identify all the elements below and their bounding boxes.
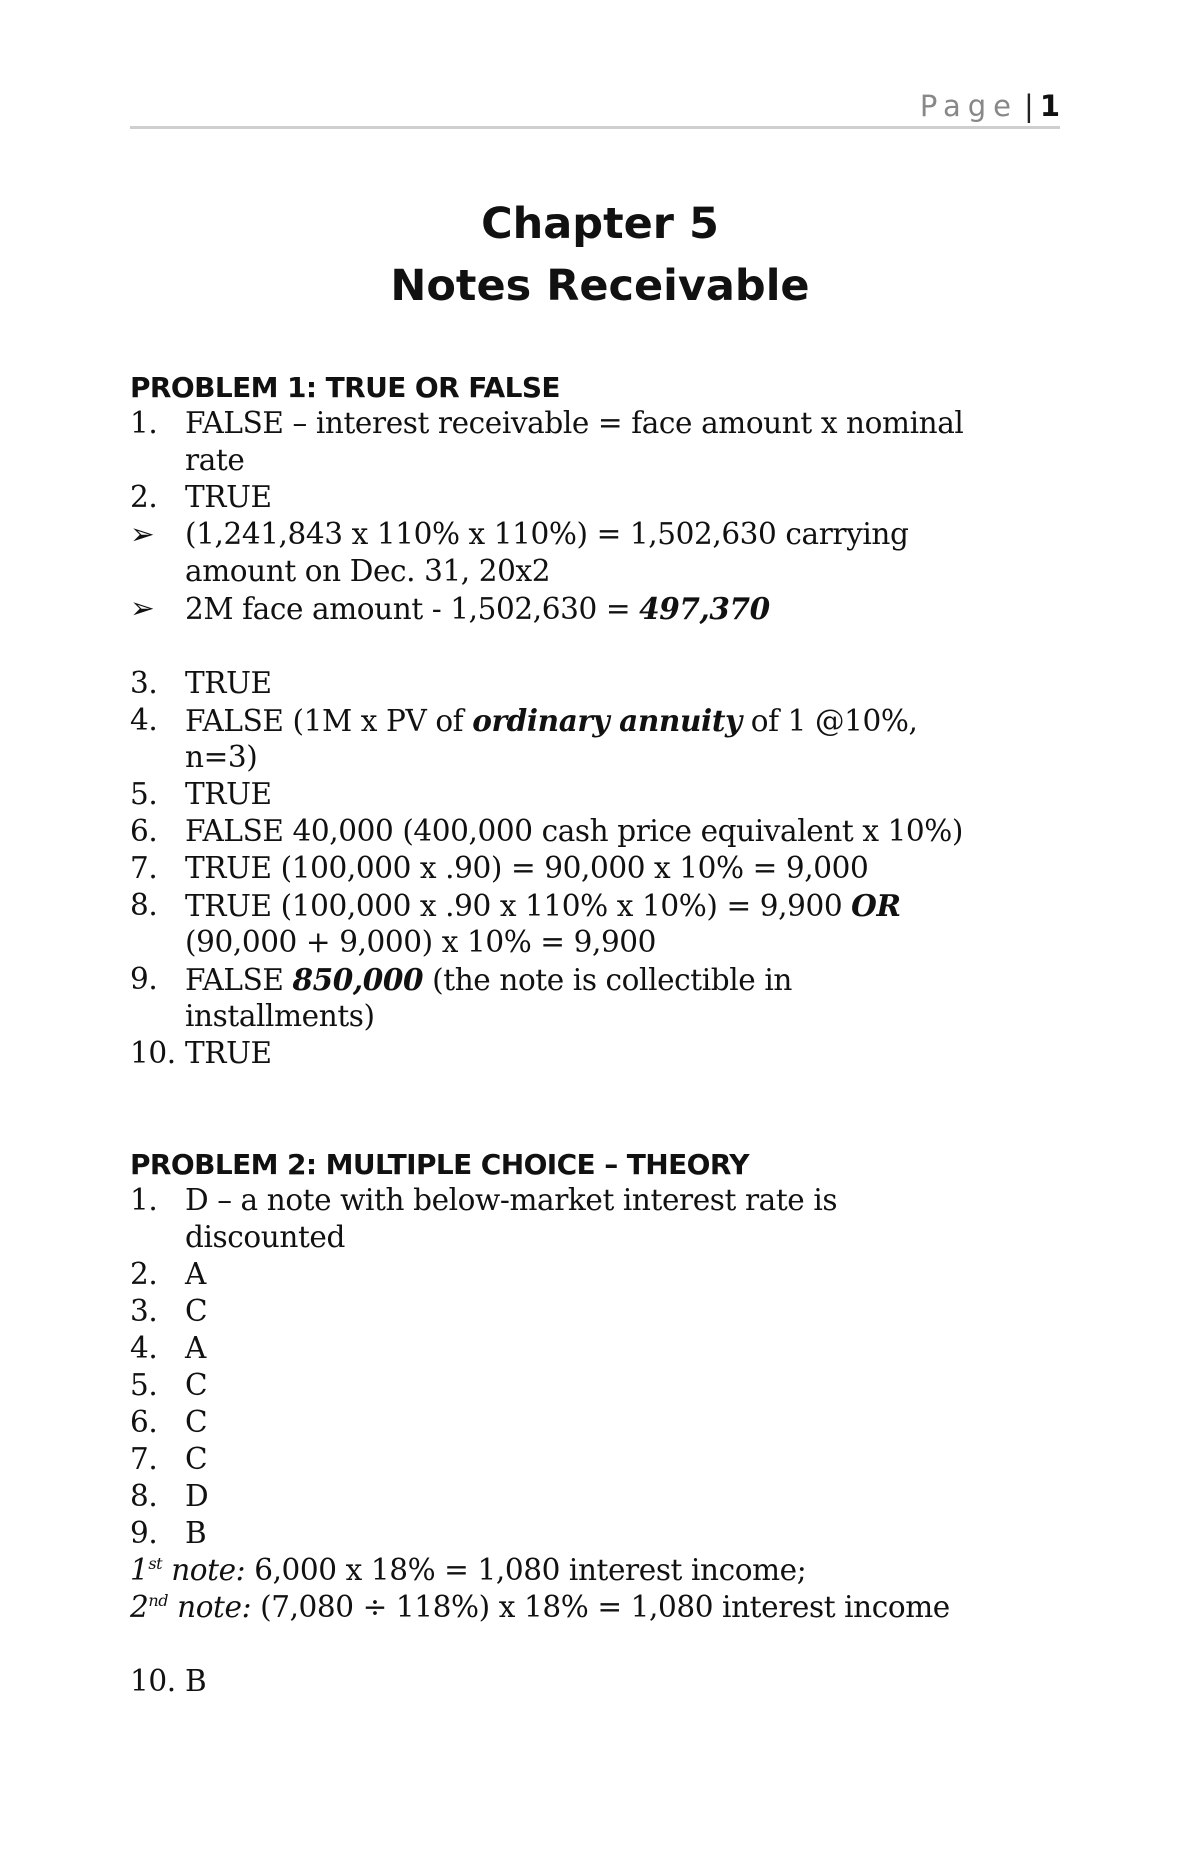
bullet-text: (1,241,843 x 110% x 110%) = 1,502,630 carrying xyxy=(185,517,909,551)
topic-title: Notes Receivable xyxy=(390,261,810,311)
problem2-heading: PROBLEM 2: MULTIPLE CHOICE – THEORY xyxy=(130,1148,749,1181)
item-text: TRUE xyxy=(185,1036,272,1070)
item-text: D xyxy=(185,1479,209,1513)
item-text xyxy=(185,961,792,999)
note-label: note: xyxy=(162,1553,246,1587)
bullet-text-plain: 2M face amount - 1,502,630 = xyxy=(185,592,640,626)
item-number: 4. xyxy=(130,1331,158,1365)
item-text-a: FALSE xyxy=(185,963,293,997)
item-number: 9. xyxy=(130,1516,158,1550)
item-number: 5. xyxy=(130,1368,158,1402)
item-text: (90,000 + 9,000) x 10% = 9,900 xyxy=(185,925,657,959)
item-text: D – a note with below-market interest rate is xyxy=(185,1183,838,1217)
bullet-text: amount on Dec. 31, 20x2 xyxy=(185,554,551,588)
item-number: 1. xyxy=(130,406,158,440)
page-number: 1 xyxy=(1039,89,1060,123)
note-text: (7,080 ÷ 118%) x 18% = 1,080 interest income xyxy=(251,1590,950,1624)
item-number: 9. xyxy=(130,962,158,996)
item-text: TRUE xyxy=(185,666,272,700)
item-number: 7. xyxy=(130,851,158,885)
item-text: C xyxy=(185,1442,208,1476)
item-text: FALSE 40,000 (400,000 cash price equivalent x 10%) xyxy=(185,814,964,848)
item-text-a: FALSE (1M x PV of xyxy=(185,704,473,738)
item-number: 7. xyxy=(130,1442,158,1476)
item-text-b: of 1 @10%, xyxy=(741,704,918,738)
item-text-b: (the note is collectible in xyxy=(423,963,792,997)
item-text: C xyxy=(185,1294,208,1328)
item-text: n=3) xyxy=(185,740,258,774)
note-ordinal: 1 xyxy=(130,1553,149,1587)
item-text-emphasis: ordinary annuity xyxy=(472,703,742,738)
item-number: 10. xyxy=(130,1036,176,1070)
item-text-emphasis: 850,000 xyxy=(292,962,424,997)
chapter-title: Chapter 5 xyxy=(481,199,719,249)
page-header xyxy=(130,86,1060,129)
item-number: 2. xyxy=(130,480,158,514)
item-text: A xyxy=(185,1257,206,1291)
item-text: B xyxy=(185,1516,207,1550)
item-text: C xyxy=(185,1405,208,1439)
item-text-emphasis: OR xyxy=(851,888,901,923)
item-number: 5. xyxy=(130,777,158,811)
p2-note-2 xyxy=(130,1589,950,1626)
item-text: discounted xyxy=(185,1220,345,1254)
p2-note-1 xyxy=(130,1552,806,1589)
note-text: 6,000 x 18% = 1,080 interest income; xyxy=(245,1553,807,1587)
item-text: TRUE xyxy=(185,480,272,514)
item-number: 1. xyxy=(130,1183,158,1217)
item-text: FALSE – interest receivable = face amount x nominal xyxy=(185,406,964,440)
item-number: 8. xyxy=(130,1479,158,1513)
bullet-text-answer: 497,370 xyxy=(639,591,770,626)
item-number: 4. xyxy=(130,703,158,737)
note-ordinal-suffix: nd xyxy=(148,1591,169,1611)
item-text: C xyxy=(185,1368,208,1402)
item-text-a: TRUE (100,000 x .90 x 110% x 10%) = 9,900 xyxy=(185,889,852,923)
note-ordinal: 2 xyxy=(130,1590,149,1624)
note-label: note: xyxy=(168,1590,252,1624)
item-number: 3. xyxy=(130,1294,158,1328)
item-number: 8. xyxy=(130,888,158,922)
page-word: Page xyxy=(919,89,1019,123)
item-number: 10. xyxy=(130,1664,176,1698)
item-text: B xyxy=(185,1664,207,1698)
item-text: TRUE (100,000 x .90) = 90,000 x 10% = 9,000 xyxy=(185,851,869,885)
item-number: 6. xyxy=(130,814,158,848)
item-text: installments) xyxy=(185,999,375,1033)
item-text: rate xyxy=(185,443,245,477)
item-text: TRUE xyxy=(185,777,272,811)
item-text: A xyxy=(185,1331,206,1365)
item-number: 3. xyxy=(130,666,158,700)
bullet-text xyxy=(185,590,770,628)
page-number-label xyxy=(920,86,1060,126)
item-text xyxy=(185,887,901,925)
problem1-heading: PROBLEM 1: TRUE OR FALSE xyxy=(130,371,560,404)
arrow-bullet-icon: ➢ xyxy=(130,591,155,625)
page-separator: | xyxy=(1024,89,1034,123)
item-number: 6. xyxy=(130,1405,158,1439)
note-ordinal-suffix: st xyxy=(148,1554,163,1574)
item-text xyxy=(185,702,917,740)
arrow-bullet-icon: ➢ xyxy=(130,517,155,551)
item-number: 2. xyxy=(130,1257,158,1291)
